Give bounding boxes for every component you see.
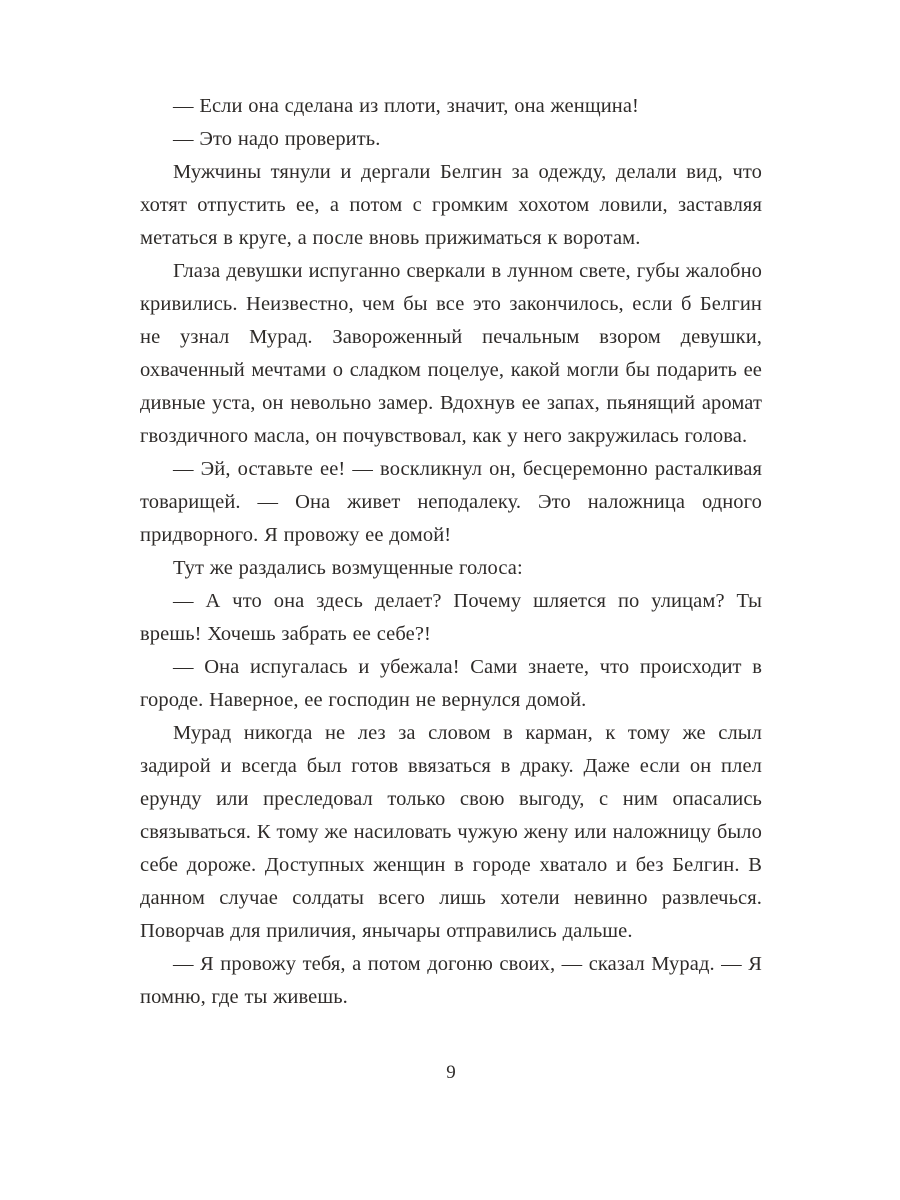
page-text bbox=[140, 90, 762, 1014]
paragraph: Мужчины тянули и дергали Белгин за одежду, делали вид, что хотят отпустить ее, а потом с громким хохотом ловили, заставляя метаться в круге, а после вновь прижиматься к воротам. bbox=[140, 161, 762, 249]
paragraph: — Эй, оставьте ее! — воскликнул он, бесцеремонно расталкивая товарищей. — Она живет неподалеку. Это наложница одного придворного. Я провожу ее домой! bbox=[140, 458, 762, 546]
paragraph: Глаза девушки испуганно сверкали в лунном свете, губы жалобно кривились. Неизвестно, чем бы все это закончилось, если б Белгин не узнал Мурад. Завороженный печальным взором девушки, охваченный мечтами о сладком поцелуе, какой могли бы подарить ее дивные уста, он невольно замер. Вдохнув ее запах, пьянящий аромат гвоздичного масла, он почувствовал, как у него закружилась голова. bbox=[140, 260, 762, 447]
paragraph: — Я провожу тебя, а потом догоню своих, — сказал Мурад. — Я помню, где ты живешь. bbox=[140, 953, 762, 1008]
paragraph: — А что она здесь делает? Почему шляется по улицам? Ты врешь! Хочешь забрать ее себе?! bbox=[140, 590, 762, 645]
paragraph: Мурад никогда не лез за словом в карман, к тому же слыл задирой и всегда был готов ввязаться в драку. Даже если он плел ерунду или преследовал только свою выгоду, с ним опасались связываться. К тому же насиловать чужую жену или наложницу было себе дороже. Доступных женщин в городе хватало и без Белгин. В данном случае солдаты всего лишь хотели невинно развлечься. Поворчав для приличия, янычары отправились дальше. bbox=[140, 722, 762, 942]
paragraph: — Она испугалась и убежала! Сами знаете, что происходит в городе. Наверное, ее господин не вернулся домой. bbox=[140, 656, 762, 711]
paragraph: — Если она сделана из плоти, значит, она женщина! bbox=[173, 95, 639, 117]
page-number: 9 bbox=[446, 1062, 456, 1083]
paragraph: Тут же раздались возмущенные голоса: bbox=[173, 557, 523, 579]
paragraph: — Это надо проверить. bbox=[173, 128, 381, 150]
